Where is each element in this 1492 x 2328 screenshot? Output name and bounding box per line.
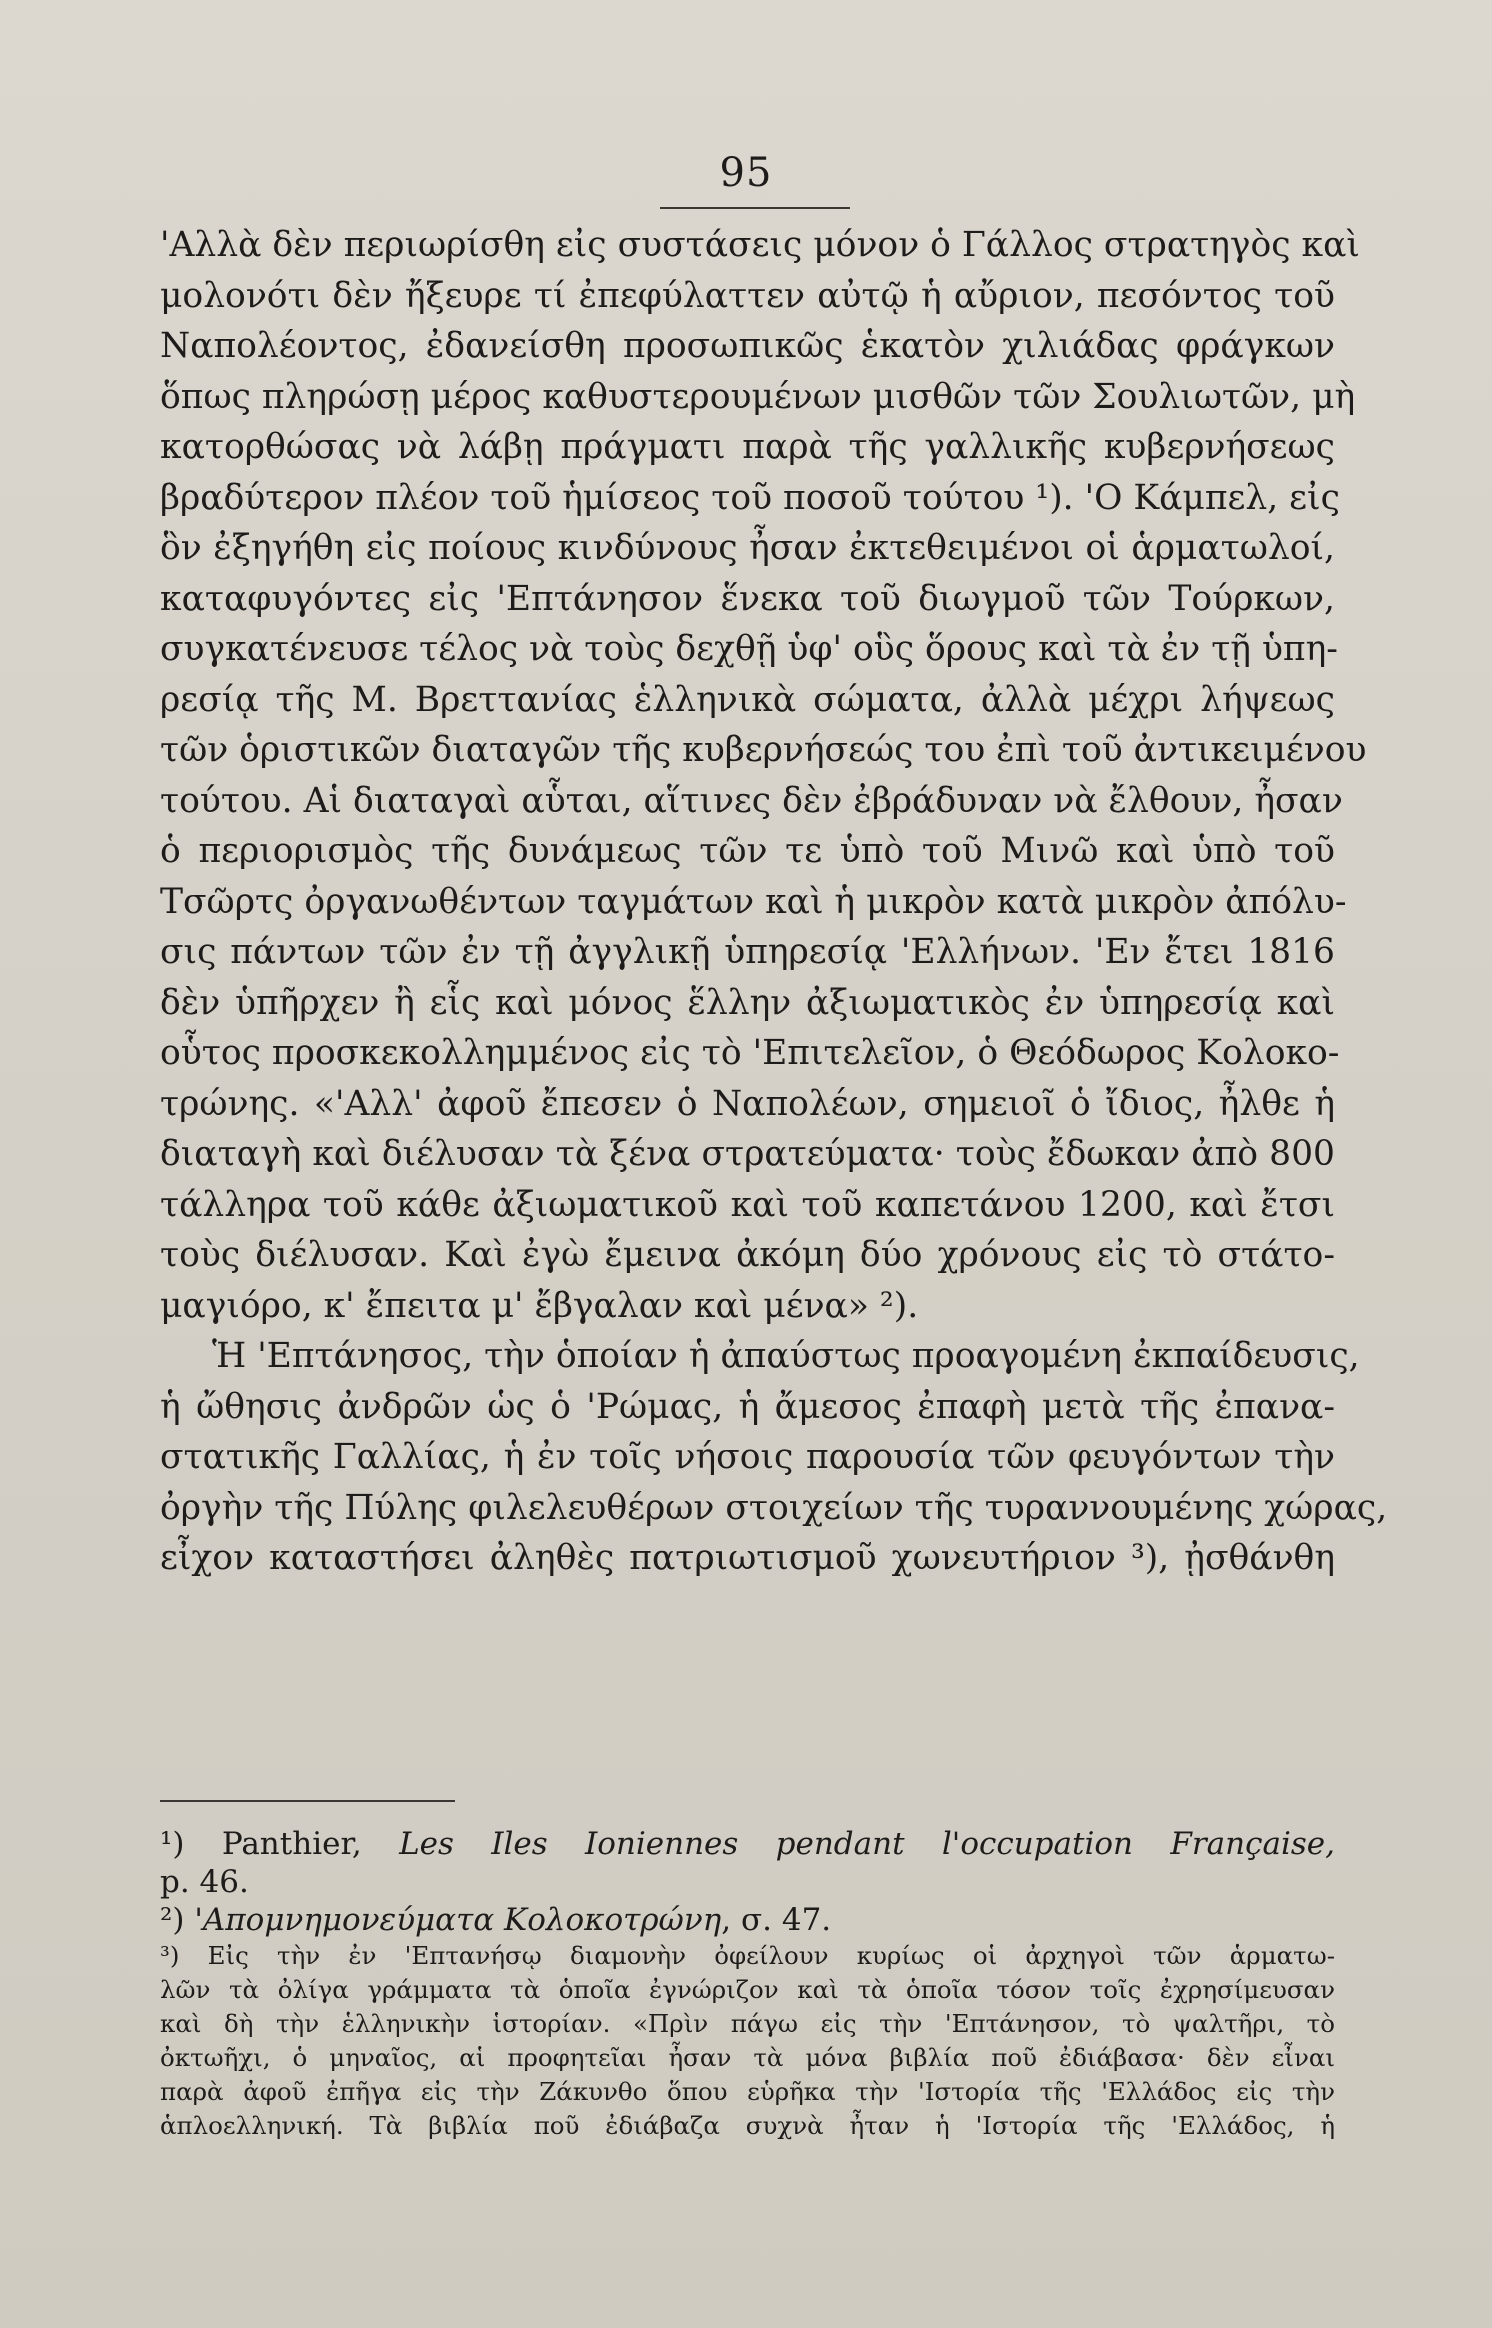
text-line: ὀργὴν τῆς Πύλης φιλελευθέρων στοιχείων τῆς τυραννουμένης χώρας, xyxy=(160,1487,1388,1528)
text-line: ἡ ὤθησις ἀνδρῶν ὡς ὁ 'Ρώμας, ἡ ἄμεσος ἐπαφὴ μετὰ τῆς ἐπανα- xyxy=(160,1386,1335,1427)
text-line: ὃν ἐξηγήθη εἰς ποίους κινδύνους ἦσαν ἐκτεθειμένοι οἱ ἁρματωλοί, xyxy=(160,528,1335,568)
main-text xyxy=(160,220,1388,1584)
text-line: κατορθώσας νὰ λάβῃ πράγματι παρὰ τῆς γαλλικῆς κυβερνήσεως xyxy=(160,427,1335,467)
footnote-1-author: ¹) Panthier, xyxy=(160,1826,400,1862)
footnote-2-page: , σ. 47. xyxy=(721,1902,832,1938)
footnote-1 xyxy=(160,1825,1335,1863)
text-line: βραδύτερον πλέον τοῦ ἡμίσεος τοῦ ποσοῦ τούτου ¹). 'Ο Κάμπελ, εἰς xyxy=(160,477,1340,518)
text-line: τούτου. Αἱ διαταγαὶ αὗται, αἵτινες δὲν ἐβράδυναν νὰ ἔλθουν, ἦσαν xyxy=(160,780,1343,821)
text-line: μαγιόρο, κ' ἔπειτα μ' ἔβγαλαν καὶ μένα» ²). xyxy=(160,1285,919,1326)
text-line: καταφυγόντες εἰς 'Επτάνησον ἕνεκα τοῦ διωγμοῦ τῶν Τούρκων, xyxy=(160,578,1335,619)
text-line: εἶχον καταστήσει ἀληθὲς πατριωτισμοῦ χωνευτήριον ³), ᾐσθάνθη xyxy=(160,1538,1335,1578)
footnote-1-title: Les Iles Ioniennes pendant l'occupation Française, xyxy=(399,1826,1335,1862)
text-line: σις πάντων τῶν ἐν τῇ ἀγγλικῇ ὑπηρεσίᾳ 'Ελλήνων. 'Εν ἔτει 1816 xyxy=(160,932,1335,972)
footnote-3-line: παρὰ ἀφοῦ ἐπῆγα εἰς τὴν Ζάκυνθο ὅπου εὑρῆκα τὴν 'Ιστορία τῆς 'Ελλάδος εἰς τὴν xyxy=(160,2077,1335,2106)
footnote-1-page: p. 46. xyxy=(160,1864,249,1900)
text-line: Ναπολέοντος, ἐδανείσθη προσωπικῶς ἑκατὸν χιλιάδας φράγκων xyxy=(160,326,1335,366)
footnote-rule xyxy=(160,1800,455,1802)
text-line: συγκατένευσε τέλος νὰ τοὺς δεχθῇ ὑφ' οὓς ὅρους καὶ τὰ ἐν τῇ ὑπη- xyxy=(160,629,1338,669)
text-line: ὅπως πληρώσῃ μέρος καθυστερουμένων μισθῶν τῶν Σουλιωτῶν, μὴ xyxy=(160,376,1356,417)
text-line: ρεσίᾳ τῆς Μ. Βρεττανίας ἑλληνικὰ σώματα, ἀλλὰ μέχρι λήψεως xyxy=(160,679,1335,720)
footnote-2-title: 'Απομνημονεύματα Κολοκοτρώνη xyxy=(194,1902,722,1938)
text-line: Ἡ 'Επτάνησος, τὴν ὁποίαν ἡ ἀπαύστως προαγομένη ἐκπαίδευσις, xyxy=(212,1336,1360,1376)
footnote-3-line: καὶ δὴ τὴν ἑλληνικὴν ἱστορίαν. «Πρὶν πάγω εἰς τὴν 'Επτάνησον, τὸ ψαλτῆρι, τὸ xyxy=(160,2009,1335,2038)
text-line: δὲν ὑπῆρχεν ἢ εἷς καὶ μόνος ἕλλην ἀξιωματικὸς ἐν ὑπηρεσίᾳ καὶ xyxy=(160,982,1335,1023)
footnote-2-marker: ²) xyxy=(160,1902,195,1938)
page-number: 95 xyxy=(719,150,773,196)
text-line: στατικῆς Γαλλίας, ἡ ἐν τοῖς νήσοις παρουσία τῶν φευγόντων τὴν xyxy=(160,1437,1335,1477)
footnote-3-line: ³) Εἰς τὴν ἐν 'Επτανήσῳ διαμονὴν ὀφείλουν κυρίως οἱ ἀρχηγοὶ τῶν ἁρματω- xyxy=(160,1941,1335,1970)
footnotes xyxy=(160,1825,1335,2143)
text-line: ὁ περιορισμὸς τῆς δυνάμεως τῶν τε ὑπὸ τοῦ Μινῶ καὶ ὑπὸ τοῦ xyxy=(160,831,1335,871)
text-line: 'Αλλὰ δὲν περιωρίσθη εἰς συστάσεις μόνον ὁ Γάλλος στρατηγὸς καὶ xyxy=(160,225,1360,265)
text-line: τῶν ὁριστικῶν διαταγῶν τῆς κυβερνήσεώς του ἐπὶ τοῦ ἀντικειμένου xyxy=(160,730,1367,770)
footnote-3-line: ἁπλοελληνική. Τὰ βιβλία ποῦ ἐδιάβαζα συχνὰ ἦταν ἡ 'Ιστορία τῆς 'Ελλάδος, ἡ xyxy=(160,2111,1335,2140)
text-line: διαταγὴ καὶ διέλυσαν τὰ ξένα στρατεύματα· τοὺς ἔδωκαν ἀπὸ 800 xyxy=(160,1134,1335,1174)
footnote-3-line: λῶν τὰ ὀλίγα γράμματα τὰ ὁποῖα ἐγνώριζον καὶ τὰ ὁποῖα τόσον τοῖς ἐχρησίμευσαν xyxy=(160,1975,1335,2004)
text-line: μολονότι δὲν ἤξευρε τί ἐπεφύλαττεν αὐτῷ ἡ αὔριον, πεσόντος τοῦ xyxy=(160,275,1335,316)
text-line: Τσῶρτς ὀργανωθέντων ταγμάτων καὶ ἡ μικρὸν κατὰ μικρὸν ἀπόλυ- xyxy=(160,881,1347,922)
text-line: τρώνης. «'Αλλ' ἀφοῦ ἔπεσεν ὁ Ναπολέων, σημειοῖ ὁ ἴδιος, ἦλθε ἡ xyxy=(160,1083,1335,1124)
text-line: τοὺς διέλυσαν. Καὶ ἐγὼ ἔμεινα ἀκόμη δύο χρόνους εἰς τὸ στάτο- xyxy=(160,1235,1335,1275)
text-line: τάλληρα τοῦ κάθε ἀξιωματικοῦ καὶ τοῦ καπετάνου 1200, καὶ ἔτσι xyxy=(160,1184,1335,1225)
footnote-3-line: ὀκτωῆχι, ὁ μηναῖος, αἱ προφητεῖαι ἦσαν τὰ μόνα βιβλία ποῦ ἐδιάβασα· δὲν εἶναι xyxy=(160,2043,1335,2072)
footnote-2 xyxy=(160,1901,1335,1939)
text-line: οὗτος προσκεκολλημμένος εἰς τὸ 'Επιτελεῖον, ὁ Θεόδωρος Κολοκο- xyxy=(160,1033,1340,1073)
header-rule xyxy=(660,207,850,209)
